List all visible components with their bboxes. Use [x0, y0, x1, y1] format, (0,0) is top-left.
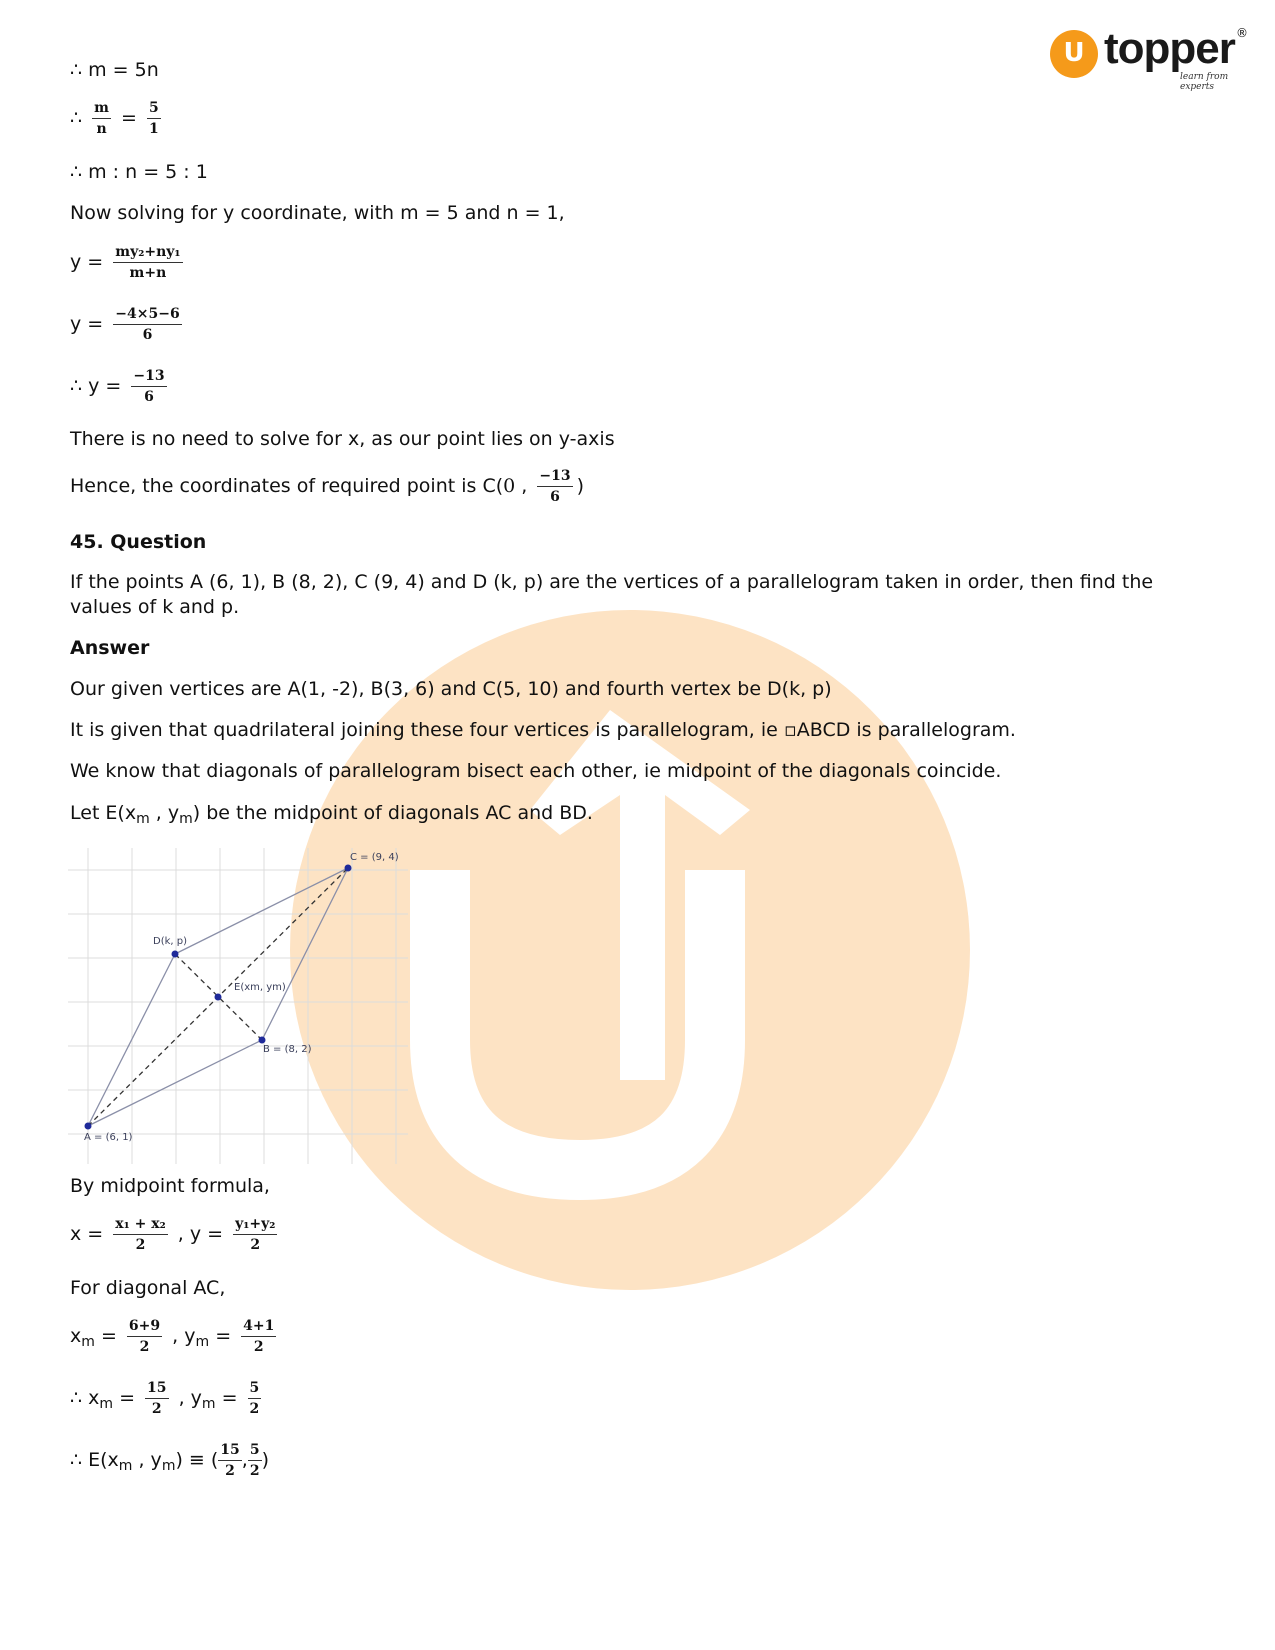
- fraction: $\frac{5}{2}$: [249, 1442, 260, 1479]
- logo-tagline: learn from experts: [1180, 72, 1229, 92]
- eq-m-over-n: ∴ $\frac{m}{n}$ = $\frac{5}{1}$: [70, 100, 159, 137]
- side-bc: [262, 868, 348, 1040]
- text-given-parallelogram: It is given that quadrilateral joining these four vertices is parallelogram, ie ▫ABCD is parallelogram.: [70, 719, 1016, 741]
- eq-y-formula: y = $\frac{\text{my₂+ny₁}}{m+n}$: [70, 244, 181, 281]
- fraction: $\frac{m}{n}$: [94, 100, 109, 137]
- grid-lines: [68, 848, 408, 1164]
- eq-midpoint-formula: x = $\frac{\text{x₁ + x₂}}{2}$ , y = $\frac{\text{y₁+y₂}}{2}$: [70, 1216, 276, 1253]
- fraction: $\frac{5}{2}$: [249, 1380, 260, 1417]
- fraction: $\frac{6+9}{2}$: [128, 1318, 161, 1355]
- question-heading: 45. Question: [70, 531, 207, 553]
- text-no-need-x: There is no need to solve for x, as our point lies on y-axis: [70, 428, 615, 450]
- text-midpoint-formula: By midpoint formula,: [70, 1175, 270, 1197]
- eq-xm-ym-result: ∴ $x_m$ = $\frac{15}{2}$ , $y_m$ = $\frac{5}{2}$: [70, 1380, 260, 1417]
- label-e: E(xm, ym): [234, 982, 286, 993]
- text-for-diagonal-ac: For diagonal AC,: [70, 1277, 226, 1299]
- label-d: D(k, p): [153, 936, 187, 947]
- fraction: $\frac{15}{2}$: [220, 1442, 240, 1479]
- fraction: $\frac{4+1}{2}$: [243, 1318, 275, 1355]
- point-b: [259, 1037, 266, 1044]
- fraction: $\frac{\text{my₂+ny₁}}{m+n}$: [115, 244, 181, 281]
- point-d: [172, 951, 179, 958]
- point-e: [215, 994, 222, 1001]
- eq-xm-ym-substitution: $x_m$ = $\frac{6+9}{2}$ , $y_m$ = $\frac{4+1}{2}$: [70, 1318, 275, 1355]
- eq-y-result: ∴ y = $\frac{-13}{6}$: [70, 368, 165, 405]
- text-hence-coordinates: Hence, the coordinates of required point is C(0 , $\frac{-13}{6}$ ): [70, 468, 584, 505]
- logo-registered-mark: ®: [1236, 26, 1248, 40]
- point-a: [85, 1123, 92, 1130]
- text-given-vertices: Our given vertices are A(1, -2), B(3, 6) and C(5, 10) and fourth vertex be D(k, p): [70, 678, 832, 700]
- label-a: A = (6, 1): [84, 1132, 133, 1143]
- eq-y-substitution: y = $\frac{-4\times 5-6}{6}$: [70, 306, 180, 343]
- parallelogram-diagram: [68, 848, 408, 1164]
- side-cd: [175, 868, 348, 954]
- text-solving-y: Now solving for y coordinate, with m = 5 and n = 1,: [70, 202, 565, 224]
- fraction: $\frac{\text{x₁ + x₂}}{2}$: [115, 1216, 166, 1253]
- fraction: $\frac{-13}{6}$: [133, 368, 165, 405]
- fraction: $\frac{15}{2}$: [147, 1380, 167, 1417]
- eq-ratio: ∴ m : n = 5 : 1: [70, 161, 208, 183]
- fraction: $\frac{-4\times 5-6}{6}$: [115, 306, 180, 343]
- logo-wordmark: topper: [1104, 24, 1235, 73]
- eq-e-midpoint: ∴ $E(x_m$ , $y_m$) ≡ ( $\frac{15}{2}$ , $\frac{5}{2}$ ): [70, 1442, 269, 1479]
- topper-logo: [1050, 24, 1250, 92]
- question-text: If the points A (6, 1), B (8, 2), C (9, 4) and D (k, p) are the vertices of a parallelogram taken in order, then find the values of k and p.: [70, 571, 1154, 618]
- text-diagonals-bisect: We know that diagonals of parallelogram bisect each other, ie midpoint of the diagonals coincide.: [70, 760, 1002, 782]
- fraction: $\frac{-13}{6}$: [539, 468, 571, 505]
- label-c: C = (9, 4): [350, 852, 399, 863]
- label-b: B = (8, 2): [263, 1044, 312, 1055]
- fraction: $\frac{5}{1}$: [148, 100, 159, 137]
- answer-heading: Answer: [70, 637, 150, 659]
- logo-u-icon: U: [1050, 30, 1098, 78]
- fraction: $\frac{\text{y₁+y₂}}{2}$: [235, 1216, 276, 1253]
- point-c: [345, 865, 352, 872]
- text-let-midpoint: Let $E(x_m$ , $y_m$) be the midpoint of diagonals AC and BD.: [70, 802, 593, 827]
- side-ab: [88, 1040, 262, 1126]
- eq-m-5n: ∴ m = 5n: [70, 59, 159, 81]
